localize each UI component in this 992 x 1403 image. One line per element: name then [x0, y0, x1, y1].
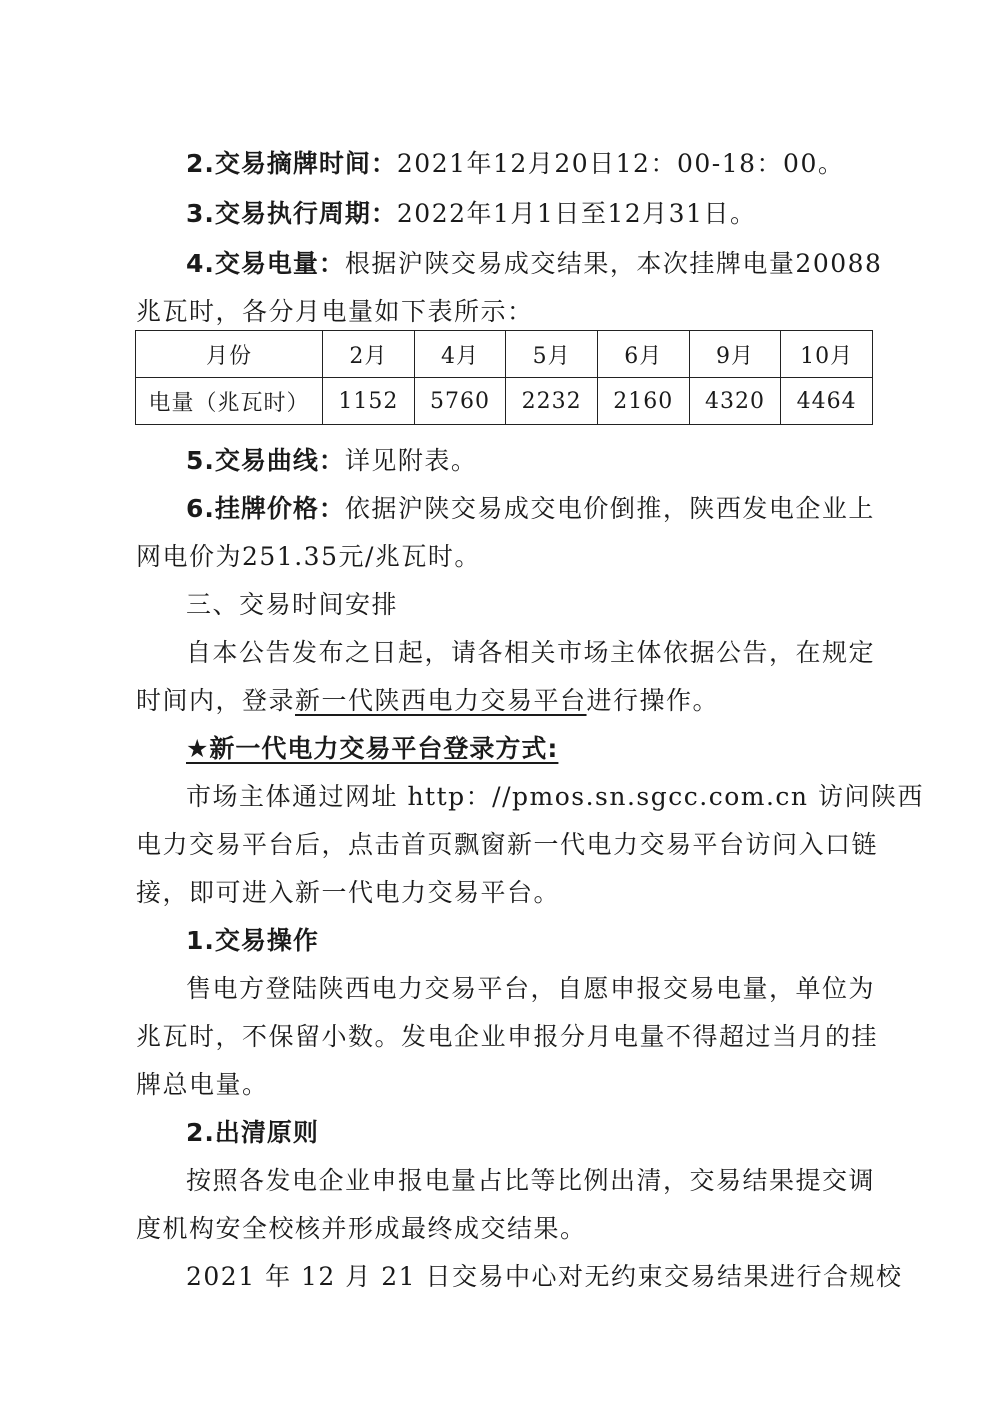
ops-line-3: 牌总电量。	[136, 1070, 269, 1099]
item-3	[186, 190, 872, 238]
paragraph-text: 时间内，登录	[136, 686, 296, 715]
table-row	[136, 378, 873, 425]
item-4-line-1	[186, 240, 883, 288]
item-5	[186, 437, 872, 485]
table-header-row	[136, 331, 873, 378]
table-month: 10月	[781, 331, 873, 378]
item-6-label: 6.挂牌价格：	[186, 494, 345, 523]
item-6-line-1	[186, 485, 875, 533]
ops-line-1: 售电方登陆陕西电力交易平台，自愿申报交易电量，单位为	[186, 974, 876, 1003]
section-3-paragraph-line-2	[136, 677, 872, 725]
item-6-line-2: 网电价为251.35元/兆瓦时。	[136, 542, 481, 571]
item-2-label: 2.交易摘牌时间：	[186, 149, 397, 178]
table-month: 2月	[323, 331, 415, 378]
clearing-heading	[186, 1109, 872, 1157]
table-value: 4464	[781, 378, 873, 425]
ops-heading	[186, 917, 872, 965]
login-method-heading-text: ★新一代电力交易平台登录方式:	[186, 734, 559, 763]
clearing-line-1: 按照各发电企业申报电量占比等比例出清，交易结果提交调	[186, 1166, 876, 1195]
item-2	[186, 140, 872, 188]
table-value: 5760	[414, 378, 506, 425]
table-value: 2160	[597, 378, 689, 425]
item-4-label: 4.交易电量：	[186, 249, 345, 278]
ops-heading-text: 1.交易操作	[186, 926, 319, 955]
table-month: 6月	[597, 331, 689, 378]
section-3-paragraph-line-1: 自本公告发布之日起，请各相关市场主体依据公告，在规定	[186, 638, 876, 667]
table-month: 4月	[414, 331, 506, 378]
table-header-label: 月份	[136, 331, 323, 378]
table-month: 5月	[506, 331, 598, 378]
clearing-heading-text: 2.出清原则	[186, 1118, 319, 1147]
item-5-text: 详见附表。	[344, 446, 478, 475]
clearing-line-2: 度机构安全校核并形成最终成交结果。	[136, 1214, 587, 1243]
table-row-label: 电量（兆瓦时）	[136, 378, 323, 425]
paragraph-text: 进行操作。	[586, 686, 720, 715]
login-line-1: 市场主体通过网址 http：//pmos.sn.sgcc.com.cn 访问陕西	[186, 782, 924, 811]
table-month: 9月	[689, 331, 781, 378]
ops-line-2: 兆瓦时，不保留小数。发电企业申报分月电量不得超过当月的挂	[136, 1022, 879, 1051]
item-6-text: 依据沪陕交易成交电价倒推，陕西发电企业上	[344, 494, 875, 523]
item-2-text: 2021年12月20日12：00-18：00。	[396, 149, 845, 178]
table-value: 1152	[323, 378, 415, 425]
login-line-2: 电力交易平台后，点击首页飘窗新一代电力交易平台访问入口链	[136, 830, 879, 859]
table-value: 2232	[506, 378, 598, 425]
section-3-heading: 三、交易时间安排	[186, 590, 399, 619]
table-value: 4320	[689, 378, 781, 425]
login-method-heading	[186, 725, 872, 773]
trading-platform-link[interactable]: 新一代陕西电力交易平台	[295, 686, 587, 715]
clearing-line-3: 2021 年 12 月 21 日交易中心对无约束交易结果进行合规校	[186, 1262, 903, 1291]
item-5-label: 5.交易曲线：	[186, 446, 345, 475]
monthly-volume-table	[135, 330, 873, 425]
item-3-label: 3.交易执行周期：	[186, 199, 397, 228]
item-4-text: 根据沪陕交易成交结果，本次挂牌电量20088	[344, 249, 883, 278]
item-3-text: 2022年1月1日至12月31日。	[396, 199, 757, 228]
item-4-line-2: 兆瓦时，各分月电量如下表所示：	[136, 297, 534, 326]
login-line-3: 接，即可进入新一代电力交易平台。	[136, 878, 561, 907]
